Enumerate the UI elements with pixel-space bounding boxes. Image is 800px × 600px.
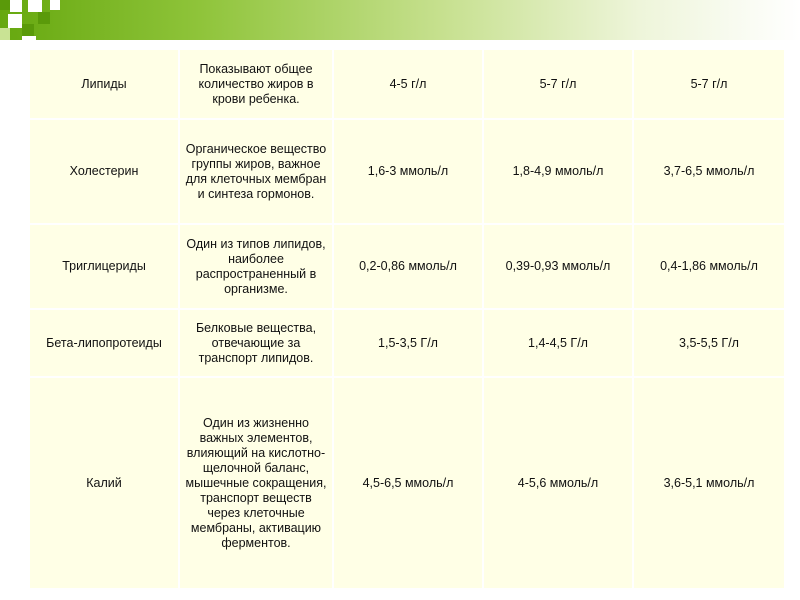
decor-square [50,0,60,10]
parameter-name-cell: Триглицериды [29,224,179,309]
parameter-description-cell: Органическое вещество группы жиров, важное для клеточных мембран и синтеза гормонов. [179,119,333,224]
value-cell: 1,8-4,9 ммоль/л [483,119,633,224]
value-cell: 1,5-3,5 Г/л [333,309,483,377]
value-cell: 1,6-3 ммоль/л [333,119,483,224]
decor-square [38,12,50,24]
value-cell: 3,7-6,5 ммоль/л [633,119,785,224]
value-cell: 4-5,6 ммоль/л [483,377,633,589]
parameter-description-cell: Белковые вещества, отвечающие за транспорт липидов. [179,309,333,377]
table-row [29,49,785,119]
decor-square [8,14,22,28]
decor-square [0,0,10,10]
table-row [29,377,785,589]
table-row [29,224,785,309]
header-gradient-band [0,0,800,40]
value-cell: 3,6-5,1 ммоль/л [633,377,785,589]
parameter-description-cell: Один из жизненно важных элементов, влияющий на кислотно-щелочной баланс, мышечные сокращения, транспорт веществ через клеточные мембраны, активацию ферментов. [179,377,333,589]
value-cell: 3,5-5,5 Г/л [633,309,785,377]
value-cell: 5-7 г/л [483,49,633,119]
parameter-name-cell: Бета-липопротеиды [29,309,179,377]
value-cell: 1,4-4,5 Г/л [483,309,633,377]
decor-square [0,28,10,40]
parameter-name-cell: Липиды [29,49,179,119]
value-cell: 5-7 г/л [633,49,785,119]
decor-square [28,0,42,12]
decor-square [10,0,22,12]
value-cell: 0,39-0,93 ммоль/л [483,224,633,309]
parameter-name-cell: Калий [29,377,179,589]
value-cell: 0,4-1,86 ммоль/л [633,224,785,309]
value-cell: 4,5-6,5 ммоль/л [333,377,483,589]
parameter-description-cell: Один из типов липидов, наиболее распространенный в организме. [179,224,333,309]
table-row [29,309,785,377]
value-cell: 4-5 г/л [333,49,483,119]
parameter-name-cell: Холестерин [29,119,179,224]
parameter-description-cell: Показывают общее количество жиров в крови ребенка. [179,49,333,119]
decor-square [22,24,34,36]
value-cell: 0,2-0,86 ммоль/л [333,224,483,309]
decor-square [22,36,36,46]
table-row [29,119,785,224]
blood-parameters-table [28,48,786,590]
